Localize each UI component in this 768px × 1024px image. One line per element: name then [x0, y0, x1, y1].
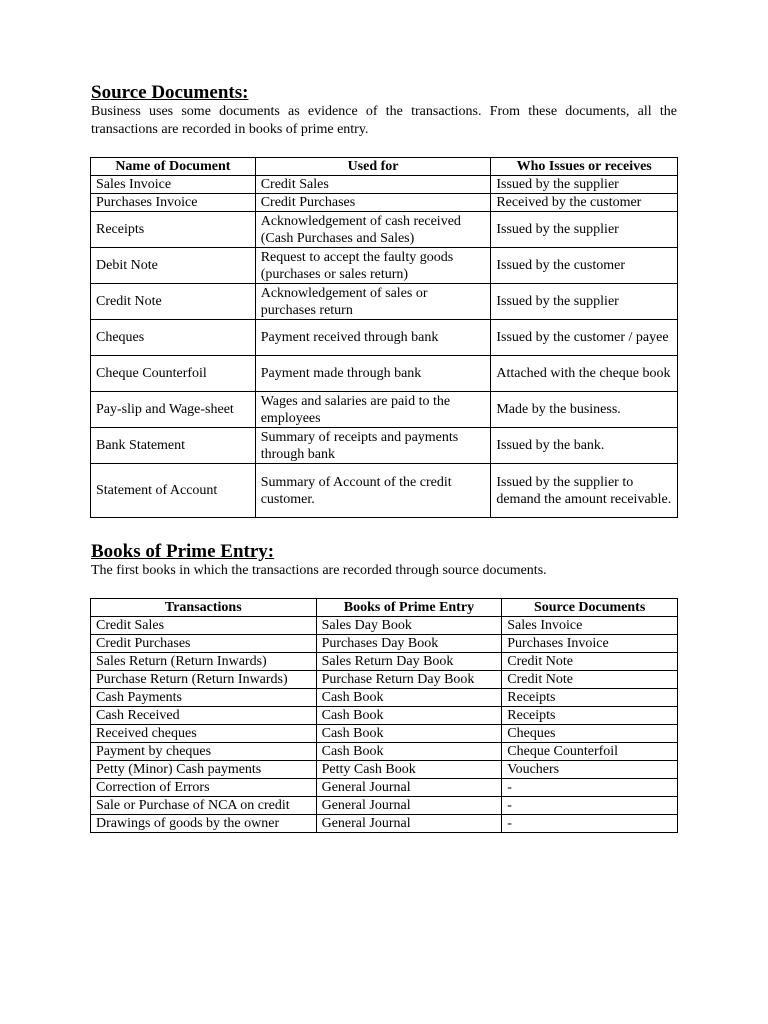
table-cell: Issued by the supplier to demand the amount receivable.: [491, 464, 678, 518]
table-cell: Payment received through bank: [255, 320, 491, 356]
table-cell: Sales Return Day Book: [316, 653, 502, 671]
table-cell: Petty (Minor) Cash payments: [91, 761, 317, 779]
table-cell: Statement of Account: [91, 464, 256, 518]
table-cell: Credit Purchases: [91, 635, 317, 653]
table-row: [91, 464, 678, 518]
table-cell: Sales Invoice: [91, 176, 256, 194]
source-documents-table: [90, 157, 678, 518]
table-row: [91, 320, 678, 356]
books-of-prime-entry-intro: The first books in which the transactions are recorded through source documents.: [91, 563, 547, 578]
table-cell: Summary of Account of the credit customer.: [255, 464, 491, 518]
table-cell: Purchases Day Book: [316, 635, 502, 653]
table-cell: Payment by cheques: [91, 743, 317, 761]
table-row: [91, 797, 678, 815]
books-of-prime-entry-heading: Books of Prime Entry:: [91, 541, 275, 562]
table-cell: Summary of receipts and payments through bank: [255, 428, 491, 464]
books-of-prime-entry-table: [90, 598, 678, 833]
table-row: [91, 428, 678, 464]
table-cell: Acknowledgement of cash received (Cash Purchases and Sales): [255, 212, 491, 248]
table-cell: Acknowledgement of sales or purchases return: [255, 284, 491, 320]
table-cell: Received cheques: [91, 725, 317, 743]
column-header: Used for: [255, 158, 491, 176]
table-cell: Issued by the supplier: [491, 212, 678, 248]
table-row: [91, 671, 678, 689]
table-cell: Cash Book: [316, 689, 502, 707]
table-cell: General Journal: [316, 779, 502, 797]
table-cell: Sale or Purchase of NCA on credit: [91, 797, 317, 815]
table-cell: Purchases Invoice: [502, 635, 678, 653]
table-cell: Cash Book: [316, 725, 502, 743]
table-cell: Issued by the supplier: [491, 176, 678, 194]
source-documents-heading: Source Documents:: [91, 82, 249, 103]
table-cell: Credit Note: [502, 671, 678, 689]
table-cell: Purchases Invoice: [91, 194, 256, 212]
table-cell: Cash Received: [91, 707, 317, 725]
table-cell: Cheques: [502, 725, 678, 743]
column-header: Books of Prime Entry: [316, 599, 502, 617]
table-cell: Credit Note: [91, 284, 256, 320]
table-cell: Credit Note: [502, 653, 678, 671]
table-cell: -: [502, 779, 678, 797]
column-header: Transactions: [91, 599, 317, 617]
table-row: [91, 725, 678, 743]
table-row: [91, 635, 678, 653]
table-cell: Issued by the supplier: [491, 284, 678, 320]
table-row: [91, 284, 678, 320]
table-header-row: [91, 158, 678, 176]
table-cell: Cheque Counterfoil: [91, 356, 256, 392]
table-cell: Cheques: [91, 320, 256, 356]
table-cell: -: [502, 797, 678, 815]
table-cell: Credit Sales: [91, 617, 317, 635]
table-cell: Made by the business.: [491, 392, 678, 428]
table-cell: Receipts: [502, 689, 678, 707]
table-header-row: [91, 599, 678, 617]
table-cell: Cheque Counterfoil: [502, 743, 678, 761]
table-row: [91, 248, 678, 284]
table-cell: Received by the customer: [491, 194, 678, 212]
table-cell: -: [502, 815, 678, 833]
table-cell: Request to accept the faulty goods (purchases or sales return): [255, 248, 491, 284]
table-row: [91, 176, 678, 194]
table-row: [91, 761, 678, 779]
column-header: Who Issues or receives: [491, 158, 678, 176]
table-cell: Bank Statement: [91, 428, 256, 464]
column-header: Name of Document: [91, 158, 256, 176]
table-cell: General Journal: [316, 815, 502, 833]
table-cell: Payment made through bank: [255, 356, 491, 392]
source-documents-intro: Business uses some documents as evidence of the transactions. From these documents, all the transactions are recorded in books of prime entry.: [91, 104, 677, 137]
table-cell: Sales Invoice: [502, 617, 678, 635]
table-row: [91, 212, 678, 248]
table-cell: Petty Cash Book: [316, 761, 502, 779]
table-cell: Credit Sales: [255, 176, 491, 194]
table-cell: Receipts: [91, 212, 256, 248]
table-row: [91, 743, 678, 761]
table-row: [91, 392, 678, 428]
table-cell: Cash Book: [316, 707, 502, 725]
table-cell: Issued by the customer: [491, 248, 678, 284]
table-cell: General Journal: [316, 797, 502, 815]
table-row: [91, 617, 678, 635]
table-cell: Wages and salaries are paid to the employees: [255, 392, 491, 428]
table-row: [91, 779, 678, 797]
table-row: [91, 689, 678, 707]
table-cell: Cash Book: [316, 743, 502, 761]
table-cell: Debit Note: [91, 248, 256, 284]
table-cell: Pay-slip and Wage-sheet: [91, 392, 256, 428]
table-row: [91, 815, 678, 833]
table-cell: Purchase Return (Return Inwards): [91, 671, 317, 689]
table-row: [91, 653, 678, 671]
table-cell: Issued by the bank.: [491, 428, 678, 464]
table-cell: Sales Day Book: [316, 617, 502, 635]
table-cell: Drawings of goods by the owner: [91, 815, 317, 833]
table-row: [91, 356, 678, 392]
table-cell: Cash Payments: [91, 689, 317, 707]
table-cell: Correction of Errors: [91, 779, 317, 797]
column-header: Source Documents: [502, 599, 678, 617]
table-cell: Purchase Return Day Book: [316, 671, 502, 689]
table-cell: Attached with the cheque book: [491, 356, 678, 392]
table-cell: Credit Purchases: [255, 194, 491, 212]
table-cell: Receipts: [502, 707, 678, 725]
table-cell: Vouchers: [502, 761, 678, 779]
table-cell: Issued by the customer / payee: [491, 320, 678, 356]
table-row: [91, 707, 678, 725]
table-row: [91, 194, 678, 212]
table-cell: Sales Return (Return Inwards): [91, 653, 317, 671]
